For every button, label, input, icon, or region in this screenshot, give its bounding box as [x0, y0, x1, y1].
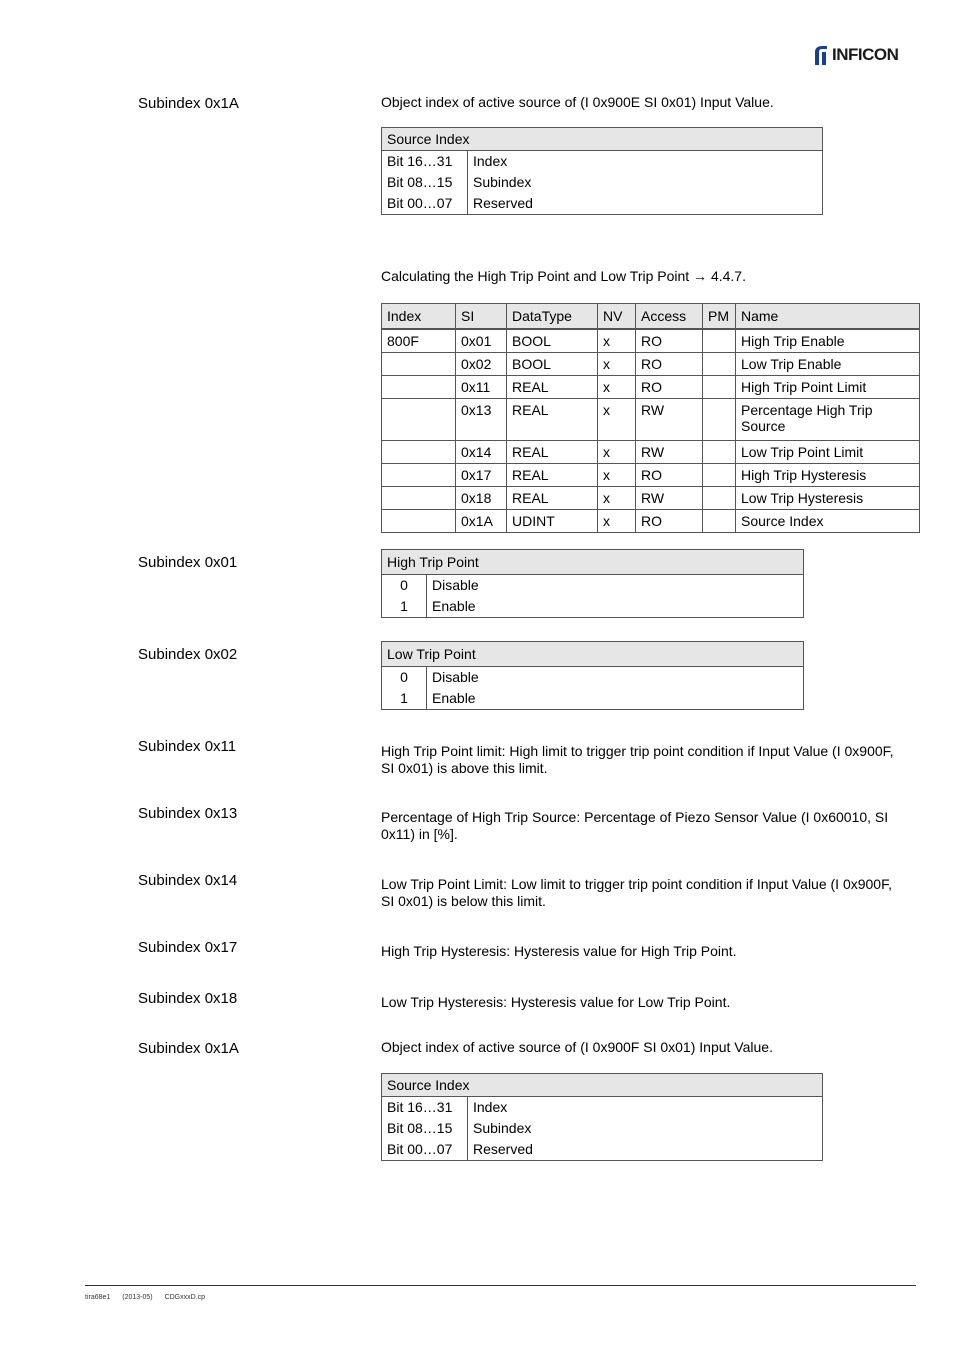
description-line: Low Trip Point Limit: Low limit to trigger trip point condition if Input Value (I 0x900F, — [381, 876, 892, 892]
object-table — [381, 303, 920, 533]
table-cell: 0x14 — [456, 441, 507, 464]
subindex-label: Subindex 0x1A — [138, 95, 239, 112]
description-line: SI 0x01) is below this limit. — [381, 893, 546, 909]
table-cell — [382, 510, 456, 533]
table-cell — [382, 353, 456, 376]
table-cell: Source Index — [736, 510, 920, 533]
footer-doc-id: tira68e1 — [85, 1294, 111, 1301]
table-cell: High Trip Hysteresis — [736, 464, 920, 487]
table-cell: UDINT — [507, 510, 598, 533]
table-cell: Enable — [432, 690, 476, 706]
column-header: DataType — [507, 304, 598, 330]
table-row — [382, 329, 920, 353]
table-cell: High Trip Enable — [736, 329, 920, 353]
source-index-table — [381, 1073, 823, 1161]
table-cell: Bit 08…15 — [382, 172, 468, 193]
table-cell: x — [598, 510, 636, 533]
table-row — [382, 1097, 823, 1119]
description — [381, 809, 888, 843]
table-cell: x — [598, 353, 636, 376]
table-cell: 0 — [382, 667, 427, 689]
table-header-row — [382, 304, 920, 330]
subindex-label: Subindex 0x1A — [138, 1040, 239, 1057]
table-row — [382, 399, 920, 441]
table-cell: 0x11 — [456, 376, 507, 399]
table-row — [382, 667, 804, 689]
footer-divider — [85, 1285, 916, 1286]
table-cell: 1 — [382, 596, 427, 618]
table-title: High Trip Point — [382, 550, 804, 575]
table-cell: 1 — [382, 688, 427, 710]
table-cell: 800F — [382, 329, 456, 353]
subindex-label: Subindex 0x14 — [138, 872, 238, 889]
table-title: Low Trip Point — [382, 642, 804, 667]
table-cell: Index — [473, 153, 508, 169]
table-cell: REAL — [507, 441, 598, 464]
table-row — [382, 376, 920, 399]
column-header: SI — [456, 304, 507, 330]
table-cell: RW — [636, 487, 703, 510]
table-cell: Bit 08…15 — [382, 1118, 468, 1139]
table-cell: Bit 00…07 — [382, 193, 468, 215]
table-cell — [382, 376, 456, 399]
table-cell: Reserved — [473, 1141, 533, 1157]
table-cell — [703, 399, 736, 441]
subindex-label: Subindex 0x13 — [138, 805, 238, 822]
table-cell: Reserved — [473, 195, 533, 211]
table-row — [382, 596, 804, 618]
table-cell: Low Trip Point Limit — [736, 441, 920, 464]
table-cell: 0x1A — [456, 510, 507, 533]
table-row — [382, 1139, 823, 1161]
table-cell: High Trip Point Limit — [736, 376, 920, 399]
table-cell — [382, 487, 456, 510]
table-cell: x — [598, 399, 636, 441]
table-cell: Low Trip Hysteresis — [736, 487, 920, 510]
table-row — [382, 1118, 823, 1139]
column-header: NV — [598, 304, 636, 330]
table-row — [382, 353, 920, 376]
table-row — [382, 193, 823, 215]
description — [381, 876, 892, 910]
table-cell: 0x01 — [456, 329, 507, 353]
table-cell: Index — [473, 1099, 508, 1115]
table-cell: 0x18 — [456, 487, 507, 510]
table-cell — [703, 487, 736, 510]
table-cell — [703, 510, 736, 533]
table-cell: 0x17 — [456, 464, 507, 487]
subindex-label: Subindex 0x18 — [138, 990, 238, 1007]
table-cell: Low Trip Enable — [736, 353, 920, 376]
table-cell: Disable — [432, 577, 479, 593]
description-line: SI 0x01) is above this limit. — [381, 760, 548, 776]
footer-date: (2013-05) — [122, 1294, 153, 1301]
table-row — [382, 510, 920, 533]
description-line: High Trip Point limit: High limit to trigger trip point condition if Input Value (I 0x900F, — [381, 743, 894, 759]
inficon-logo — [812, 44, 898, 66]
table-cell: Disable — [432, 669, 479, 685]
description: Low Trip Hysteresis: Hysteresis value for Low Trip Point. — [381, 994, 731, 1010]
table-row — [382, 172, 823, 193]
column-header: Name — [736, 304, 920, 330]
table-cell: x — [598, 329, 636, 353]
column-header: PM — [703, 304, 736, 330]
description: Object index of active source of (I 0x900F SI 0x01) Input Value. — [381, 1039, 773, 1055]
column-header: Index — [382, 304, 456, 330]
table-cell: REAL — [507, 399, 598, 441]
table-cell: Subindex — [473, 1120, 532, 1136]
source-index-table — [381, 127, 823, 215]
subindex-label: Subindex 0x01 — [138, 554, 238, 571]
subindex-label: Subindex 0x02 — [138, 646, 238, 663]
table-cell — [703, 441, 736, 464]
table-cell: Percentage High Trip Source — [736, 399, 920, 441]
table-cell: 0x02 — [456, 353, 507, 376]
subindex-label: Subindex 0x17 — [138, 939, 238, 956]
table-cell: Subindex — [473, 174, 532, 190]
table-cell — [382, 464, 456, 487]
table-cell: RO — [636, 510, 703, 533]
table-row — [382, 441, 920, 464]
table-cell — [703, 329, 736, 353]
table-row — [382, 575, 804, 597]
high-trip-point-table — [381, 549, 804, 618]
table-cell: RW — [636, 441, 703, 464]
footer — [85, 1294, 215, 1301]
table-cell: REAL — [507, 487, 598, 510]
table-cell: Bit 00…07 — [382, 1139, 468, 1161]
column-header: Access — [636, 304, 703, 330]
table-cell: RO — [636, 376, 703, 399]
table-cell: x — [598, 441, 636, 464]
table-cell: REAL — [507, 464, 598, 487]
description-line: 0x11) in [%]. — [381, 826, 458, 842]
calc-note: Calculating the High Trip Point and Low Trip Point → 4.4.7. — [381, 268, 746, 284]
low-trip-point-table — [381, 641, 804, 710]
table-cell: x — [598, 376, 636, 399]
table-cell: Enable — [432, 598, 476, 614]
description: High Trip Hysteresis: Hysteresis value for High Trip Point. — [381, 943, 737, 959]
table-cell: 0 — [382, 575, 427, 597]
table-cell: BOOL — [507, 353, 598, 376]
table-cell — [382, 441, 456, 464]
table-title: Source Index — [382, 1074, 823, 1097]
description — [381, 743, 894, 777]
table-cell: RO — [636, 353, 703, 376]
table-row — [382, 464, 920, 487]
table-cell: RW — [636, 399, 703, 441]
table-cell — [703, 464, 736, 487]
subindex-label: Subindex 0x11 — [138, 738, 237, 755]
table-cell — [703, 376, 736, 399]
table-cell: x — [598, 464, 636, 487]
table-cell — [382, 399, 456, 441]
table-cell: 0x13 — [456, 399, 507, 441]
table-cell: REAL — [507, 376, 598, 399]
table-row — [382, 487, 920, 510]
table-cell: RO — [636, 329, 703, 353]
table-cell: x — [598, 487, 636, 510]
description: Object index of active source of (I 0x900E SI 0x01) Input Value. — [381, 94, 774, 110]
table-title: Source Index — [382, 128, 823, 151]
description-line: Percentage of High Trip Source: Percentage of Piezo Sensor Value (I 0x60010, SI — [381, 809, 889, 825]
table-cell — [703, 353, 736, 376]
table-cell: BOOL — [507, 329, 598, 353]
footer-file: CDGxxxD.cp — [164, 1294, 206, 1301]
table-cell: Bit 16…31 — [382, 151, 468, 173]
table-row — [382, 688, 804, 710]
inficon-logo-icon — [812, 44, 830, 66]
table-cell: RO — [636, 464, 703, 487]
logo-text: INFICON — [832, 45, 899, 64]
table-cell: Bit 16…31 — [382, 1097, 468, 1119]
table-row — [382, 151, 823, 173]
